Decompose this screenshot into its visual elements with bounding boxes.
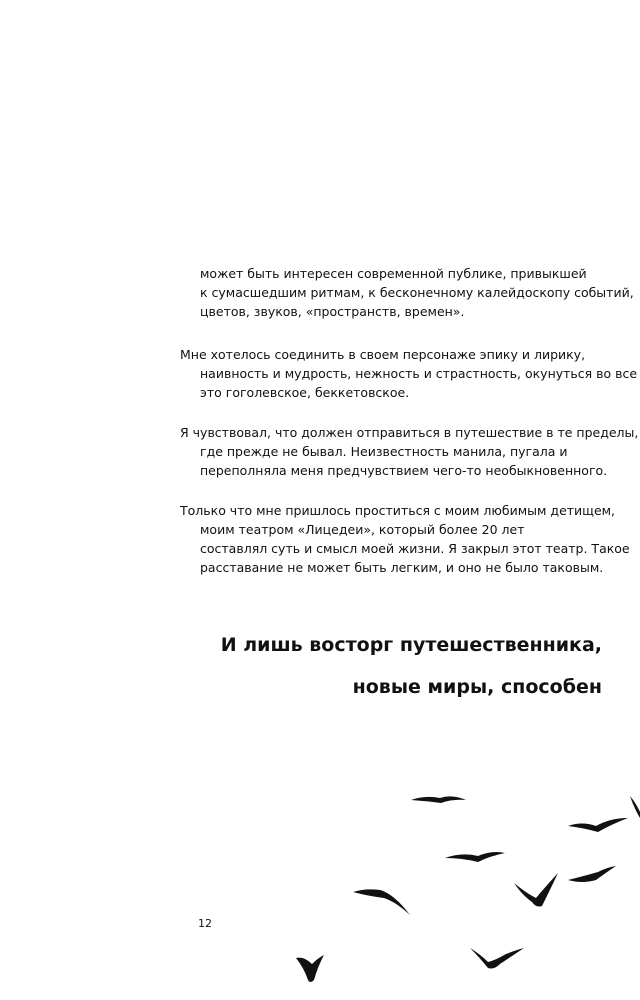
bird-icon bbox=[470, 948, 524, 969]
page-number: 12 bbox=[198, 917, 212, 930]
paragraph-line: Мне хотелось соединить в своем персонаже эпику и лирику, bbox=[180, 347, 586, 362]
bird-icon bbox=[630, 796, 640, 818]
bird-icon bbox=[445, 852, 505, 862]
paragraph-line: может быть интересен современной публике, привыкшей bbox=[200, 266, 587, 281]
paragraph-line: к сумасшедшим ритмам, к бесконечному калейдоскопу событий, bbox=[200, 285, 634, 300]
paragraph-line: переполняла меня предчувствием чего-то необыкновенного. bbox=[200, 463, 608, 478]
paragraph-line: где прежде не бывал. Неизвестность манила, пугала и bbox=[200, 444, 568, 459]
bird-icon bbox=[296, 955, 324, 982]
bird-icon bbox=[568, 818, 628, 832]
paragraph-line: это гоголевское, беккетовское. bbox=[200, 385, 410, 400]
paragraph-line: моим театром «Лицедеи», который более 20 лет bbox=[200, 522, 525, 537]
bird-icon bbox=[353, 889, 410, 915]
paragraph-line: цветов, звуков, «пространств, времен». bbox=[200, 304, 465, 319]
paragraph-line: наивность и мудрость, нежность и страстность, окунуться во все bbox=[200, 366, 638, 381]
pull-quote-line-1: И лишь восторг путешественника, bbox=[220, 634, 602, 656]
paragraph-line: составлял суть и смысл моей жизни. Я закрыл этот театр. Такое bbox=[200, 541, 630, 556]
bird-icon bbox=[514, 873, 558, 907]
bird-icon bbox=[568, 866, 616, 882]
pull-quote-line-2: новые миры, способен bbox=[352, 676, 602, 698]
bird-icon bbox=[411, 796, 466, 803]
paragraph-line: расставание не может быть легким, и оно не было таковым. bbox=[200, 560, 604, 575]
paragraph-line: Только что мне пришлось проститься с моим любимым детищем, bbox=[180, 503, 616, 518]
paragraph-line: Я чувствовал, что должен отправиться в путешествие в те пределы, bbox=[180, 425, 639, 440]
